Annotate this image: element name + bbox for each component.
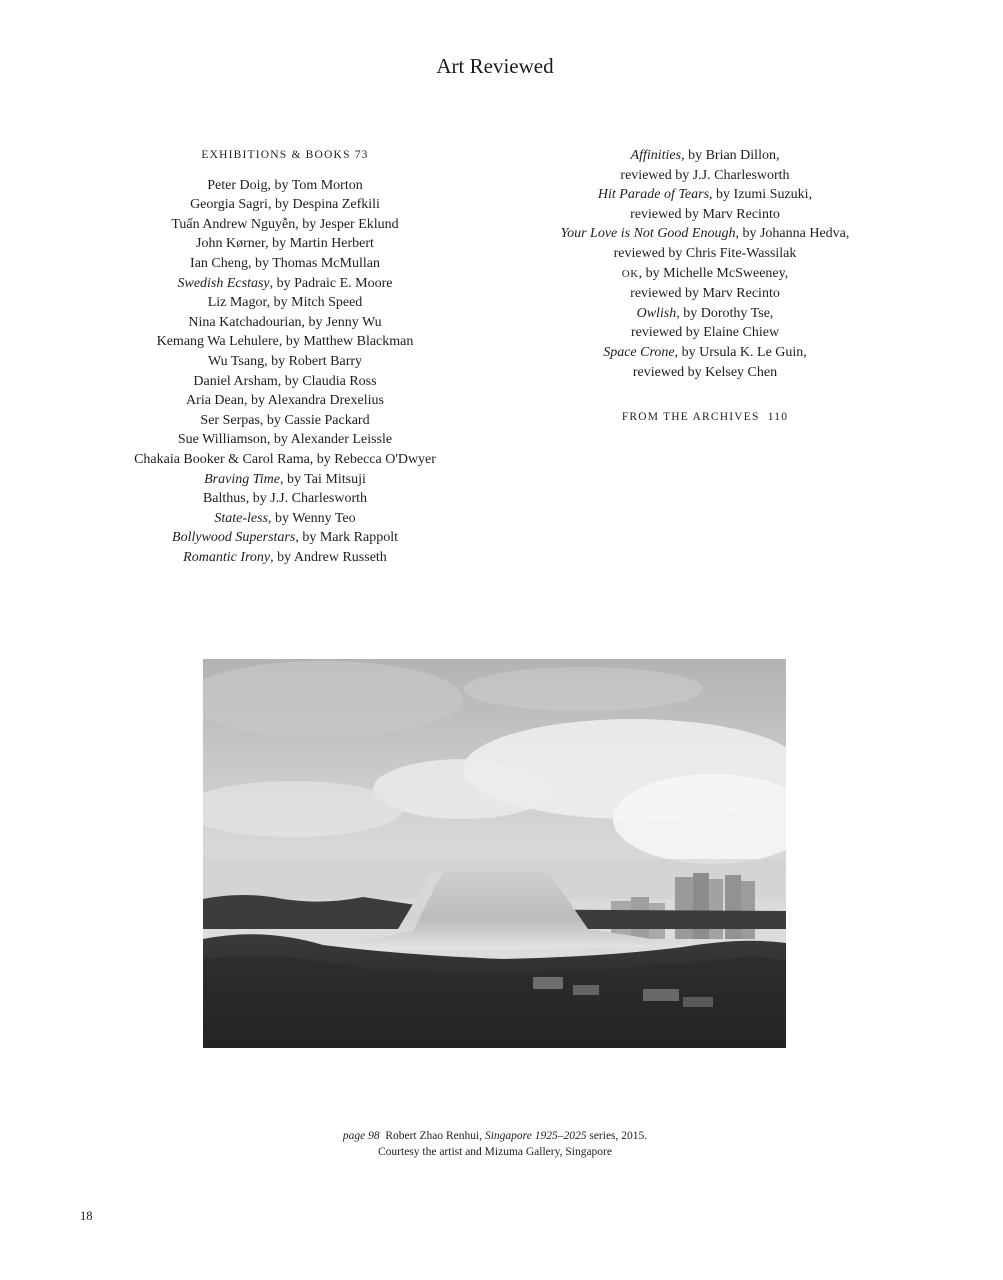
book-review-line bbox=[510, 166, 900, 186]
entry-title: Georgia Sagri bbox=[190, 197, 268, 213]
entry-title: Tuấn Andrew Nguyễn bbox=[171, 216, 296, 232]
entry-byline: reviewed by Marv Recinto bbox=[630, 206, 780, 222]
entry-byline: , by Alexandra Drexelius bbox=[243, 393, 384, 409]
entry-byline: , by Tai Mitsuji bbox=[279, 471, 366, 487]
entry-byline: , by Despina Zefkili bbox=[267, 197, 380, 213]
book-review-line bbox=[510, 343, 900, 363]
exhibition-entry bbox=[100, 215, 470, 235]
book-review-line bbox=[510, 304, 900, 324]
entry-title: Ser Serpas bbox=[200, 412, 260, 428]
entry-title: Wu Tsang bbox=[207, 353, 265, 369]
book-review-line bbox=[510, 323, 900, 343]
book-review-line bbox=[510, 244, 900, 264]
exhibition-entry bbox=[100, 372, 470, 392]
entry-byline: reviewed by Marv Recinto bbox=[630, 286, 780, 302]
entry-byline: reviewed by Chris Fite-Wassilak bbox=[613, 245, 797, 261]
entry-title: John Kørner bbox=[196, 236, 266, 252]
book-review-line bbox=[510, 284, 900, 304]
entry-byline: , by J.J. Charlesworth bbox=[245, 491, 368, 507]
caption-page-ref: page 98 bbox=[342, 1130, 380, 1142]
entry-title: OK bbox=[621, 267, 639, 280]
entry-title: State-less bbox=[214, 510, 269, 526]
entry-byline: reviewed by J.J. Charlesworth bbox=[620, 167, 790, 183]
books-list bbox=[510, 146, 900, 382]
exhibition-entry bbox=[100, 313, 470, 333]
entry-title: Swedish Ecstasy bbox=[177, 275, 270, 291]
entry-title: Daniel Arsham bbox=[193, 373, 278, 389]
entry-byline: , by Tom Morton bbox=[267, 177, 363, 193]
exhibitions-list bbox=[100, 176, 470, 568]
entry-byline: , by Padraic E. Moore bbox=[269, 275, 393, 291]
entry-title: Kemang Wa Lehulere bbox=[156, 334, 279, 350]
entry-byline: , by Andrew Russeth bbox=[270, 549, 387, 565]
book-review-line bbox=[510, 185, 900, 205]
caption-work-title: Singapore 1925–2025 bbox=[484, 1130, 587, 1142]
entry-byline: , by Jenny Wu bbox=[301, 314, 382, 330]
entry-byline: reviewed by Elaine Chiew bbox=[630, 325, 780, 341]
exhibition-entry bbox=[100, 548, 470, 568]
exhibition-entry bbox=[100, 293, 470, 313]
exhibition-entry bbox=[100, 195, 470, 215]
book-review-line bbox=[510, 146, 900, 166]
entry-title: Aria Dean bbox=[186, 393, 244, 409]
entry-byline: , by Dorothy Tse, bbox=[676, 305, 774, 321]
archives-label: FROM THE ARCHIVES bbox=[621, 411, 760, 424]
book-review-line bbox=[510, 224, 900, 244]
entry-title: Hit Parade of Tears bbox=[597, 187, 710, 203]
exhibition-entry bbox=[100, 352, 470, 372]
entry-byline: , by Rebecca O'Dwyer bbox=[309, 451, 436, 467]
entry-byline: , by Izumi Suzuki, bbox=[709, 187, 813, 203]
archives-heading bbox=[510, 408, 900, 428]
exhibition-entry bbox=[100, 489, 470, 509]
entry-byline: , by Mark Rappolt bbox=[295, 530, 398, 546]
exhibitions-heading: EXHIBITIONS & BOOKS 73 bbox=[201, 149, 369, 161]
entry-title: Liz Magor bbox=[207, 295, 267, 311]
books-column bbox=[510, 146, 900, 438]
entry-title: Peter Doig bbox=[207, 177, 268, 193]
entry-byline: , by Ursula K. Le Guin, bbox=[674, 344, 807, 360]
entry-byline: , by Thomas McMullan bbox=[247, 255, 380, 271]
caption-credit: Courtesy the artist and Mizuma Gallery, Singapore bbox=[378, 1145, 612, 1158]
entry-byline: , by Wenny Teo bbox=[268, 510, 356, 526]
exhibition-entry bbox=[100, 411, 470, 431]
caption-artist: Robert Zhao Renhui, bbox=[385, 1130, 483, 1142]
entry-title: Balthus bbox=[202, 491, 246, 507]
entry-byline: , by Matthew Blackman bbox=[278, 334, 414, 350]
page-number: 18 bbox=[80, 1209, 93, 1223]
entry-byline: , by Johanna Hedva, bbox=[735, 226, 850, 242]
exhibition-entry bbox=[100, 254, 470, 274]
exhibition-entry bbox=[100, 391, 470, 411]
entry-byline: , by Mitch Speed bbox=[266, 295, 363, 311]
entry-title: Braving Time bbox=[204, 471, 280, 487]
entry-title: Your Love is Not Good Enough bbox=[560, 226, 736, 242]
exhibition-entry bbox=[100, 274, 470, 294]
entry-title: Space Crone bbox=[603, 344, 675, 360]
exhibition-entry bbox=[100, 430, 470, 450]
page-title: Art Reviewed bbox=[436, 54, 554, 78]
entry-byline: , by Alexander Leissle bbox=[266, 432, 393, 448]
entry-title: Sue Williamson bbox=[177, 432, 267, 448]
entry-title: Bollywood Superstars bbox=[172, 530, 296, 546]
entry-title: Ian Cheng bbox=[190, 255, 248, 271]
entry-byline: , by Cassie Packard bbox=[259, 412, 370, 428]
entry-byline: , by Jesper Eklund bbox=[295, 216, 399, 232]
entry-byline: , by Claudia Ross bbox=[277, 373, 377, 389]
exhibition-entry bbox=[100, 470, 470, 490]
entry-byline: , by Brian Dillon, bbox=[681, 148, 780, 163]
caption-line-1 bbox=[300, 1129, 690, 1145]
entry-title: Romantic Irony bbox=[183, 549, 271, 565]
entry-byline: , by Martin Herbert bbox=[265, 236, 374, 252]
photo-caption bbox=[300, 1129, 690, 1160]
book-review-line bbox=[510, 205, 900, 225]
exhibition-entry bbox=[100, 509, 470, 529]
caption-work-suffix: series, 2015. bbox=[589, 1130, 648, 1142]
book-review-line bbox=[510, 264, 900, 285]
entry-title: Nina Katchadourian bbox=[188, 314, 302, 330]
entry-title: Affinities bbox=[630, 148, 682, 163]
exhibition-entry bbox=[100, 332, 470, 352]
entry-byline: , by Robert Barry bbox=[264, 353, 363, 369]
artwork-photograph bbox=[203, 659, 786, 1048]
exhibitions-column bbox=[100, 146, 470, 567]
entry-title: Chakaia Booker & Carol Rama bbox=[134, 451, 310, 467]
entry-byline: , by Michelle McSweeney, bbox=[638, 265, 789, 281]
exhibition-entry bbox=[100, 528, 470, 548]
exhibition-entry bbox=[100, 450, 470, 470]
exhibition-entry bbox=[100, 176, 470, 196]
archives-page-number: 110 bbox=[767, 411, 789, 424]
entry-title: Owlish bbox=[636, 305, 677, 321]
book-review-line bbox=[510, 363, 900, 383]
exhibition-entry bbox=[100, 234, 470, 254]
entry-byline: reviewed by Kelsey Chen bbox=[632, 364, 778, 380]
